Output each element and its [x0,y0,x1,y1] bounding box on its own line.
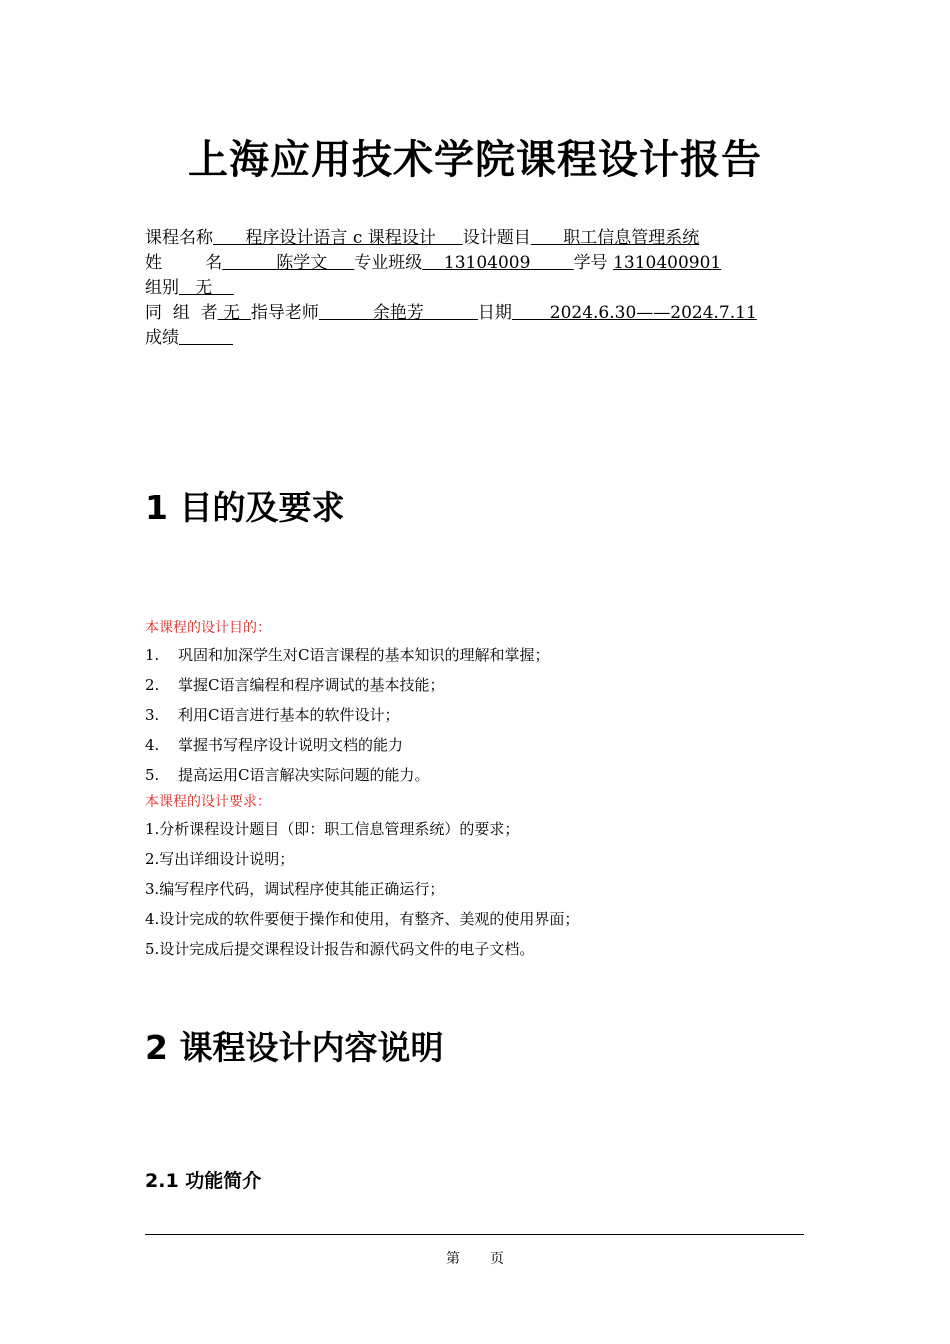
section-1-body [145,616,815,964]
section-2-heading: 2 课程设计内容说明 [145,1028,444,1067]
purpose-item-number: 4. [145,736,160,754]
info-line-name [145,251,810,276]
purpose-item [145,640,815,670]
info-line-course [145,226,810,251]
section-2-1-heading: 2.1 功能简介 [145,1170,262,1192]
requirement-item: 2.写出详细设计说明； [145,850,295,868]
purpose-item-number: 1. [145,646,160,664]
purpose-item-number: 3. [145,706,160,724]
teacher-label: 指导老师 [250,303,319,323]
purpose-item-text: 提高运用C语言解决实际问题的能力。 [178,766,430,784]
requirement-item: 5.设计完成后提交课程设计报告和源代码文件的电子文档。 [145,940,535,958]
info-line-grade [145,326,810,351]
design-topic-value: 职工信息管理系统 [530,228,700,248]
course-info-block [145,226,810,351]
purpose-item-text: 掌握C语言编程和程序调试的基本技能； [178,676,445,694]
purpose-item-text: 利用C语言进行基本的软件设计； [178,706,400,724]
class-label: 专业班级 [354,253,423,273]
purpose-item-text: 掌握书写程序设计说明文档的能力 [178,736,404,754]
course-name-label: 课程名称 [145,228,213,248]
requirement-label: 本课程的设计要求： [145,794,271,810]
student-id-label: 学号 [573,253,614,273]
class-value: 13104009 [422,253,574,273]
grade-label: 成绩 [145,328,179,348]
teacher-value: 余艳芳 [318,303,478,323]
purpose-item [145,730,815,760]
page-title: 上海应用技术学院课程设计报告 [188,137,762,183]
purpose-item [145,700,815,730]
student-name-label: 姓 名 [145,253,223,273]
purpose-item-number: 5. [145,766,160,784]
page-footer [0,1248,950,1268]
student-id-value: 1310400901 [613,253,722,273]
date-label: 日期 [477,303,512,323]
group-label: 组别 [145,278,179,298]
requirement-item: 4.设计完成的软件要便于操作和使用，有整齐、美观的使用界面； [145,910,580,928]
partner-value: 无 [217,303,251,323]
course-name-value: 程序设计语言 c 课程设计 [213,228,463,248]
purpose-item-number: 2. [145,676,160,694]
footer-page-prefix: 第 [446,1251,460,1267]
student-name-value: 陈学文 [222,253,355,273]
requirement-item: 3.编写程序代码，调试程序使其能正确运行； [145,880,445,898]
footer-divider [145,1234,804,1235]
group-value: 无 [179,278,234,298]
purpose-label: 本课程的设计目的： [145,620,271,636]
purpose-item [145,760,815,790]
purpose-item-text: 巩固和加深学生对C语言课程的基本知识的理解和掌握； [178,646,550,664]
info-line-teacher [145,301,810,326]
partner-label: 同 组 者 [145,303,218,323]
requirement-item: 1.分析课程设计题目（即：职工信息管理系统）的要求； [145,820,520,838]
grade-value [179,328,233,348]
date-value: 2024.6.30——2024.7.11 [511,303,757,323]
section-1-heading: 1 目的及要求 [145,488,345,527]
footer-page-suffix: 页 [490,1251,504,1267]
info-line-group [145,276,810,301]
purpose-item [145,670,815,700]
design-topic-label: 设计题目 [462,228,531,248]
